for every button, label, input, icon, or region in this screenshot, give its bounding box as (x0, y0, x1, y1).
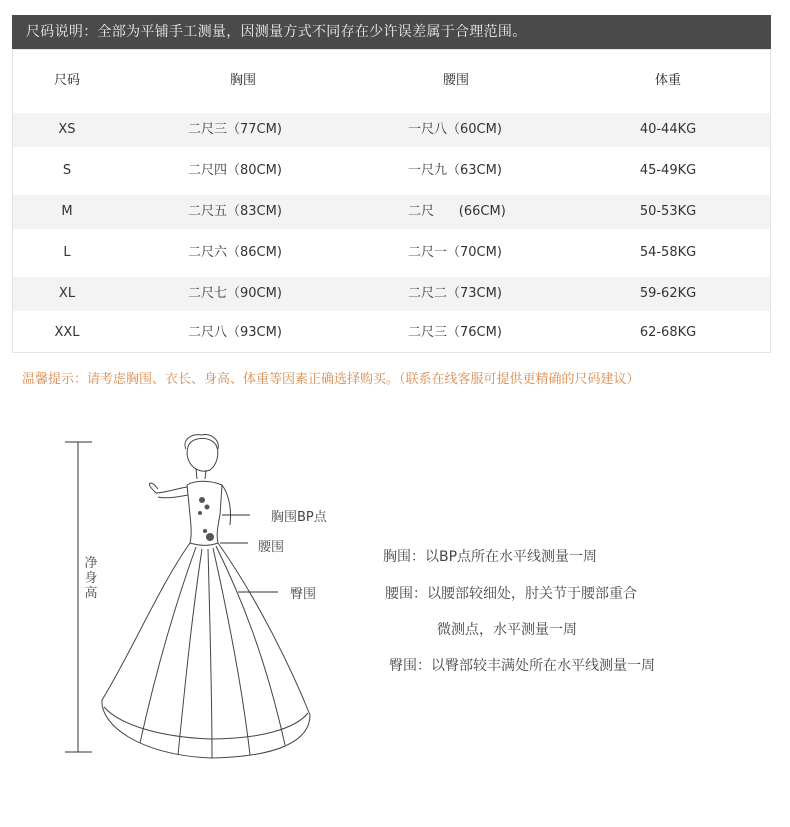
waist-cell: 一尺九（63CM) (408, 163, 502, 178)
size-cell: XXL (54, 325, 80, 340)
waist-cell: 二尺 (66CM) (408, 204, 506, 219)
warm-tip: 温馨提示：请考虑胸围、衣长、身高、体重等因素正确选择购买。（联系在线客服可提供更精确的尺码建议） (22, 372, 640, 387)
hip-label: 臀围 (290, 587, 317, 602)
waist-cell: 二尺三（76CM) (408, 325, 502, 340)
lace-ornament (198, 497, 214, 541)
size-cell: M (61, 204, 73, 219)
waist-label: 腰围 (258, 540, 285, 555)
bust-cell: 二尺四（80CM) (188, 163, 282, 178)
header-size: 尺码 (53, 73, 80, 88)
size-cell: XL (58, 286, 76, 301)
bust-cell: 二尺五（83CM) (188, 204, 282, 219)
bust-cell: 二尺六（86CM) (188, 245, 282, 260)
figure-arm (149, 483, 188, 498)
weight-cell: 40-44KG (639, 122, 697, 137)
waist-cell: 二尺二（73CM) (408, 286, 502, 301)
table-row (13, 195, 770, 229)
table-row (13, 277, 770, 311)
size-cell: L (63, 245, 71, 260)
height-label: 净身高 (84, 556, 98, 601)
bust-description: 胸围：以BP点所在水平线测量一周 (383, 549, 598, 565)
table-row (13, 316, 770, 350)
weight-cell: 50-53KG (639, 204, 697, 219)
waist-cell: 二尺一（70CM) (408, 245, 502, 260)
bust-cell: 二尺八（93CM) (188, 325, 282, 340)
size-cell: XS (58, 122, 76, 137)
bust-cell: 二尺七（90CM) (188, 286, 282, 301)
table-row (13, 113, 770, 147)
weight-cell: 54-58KG (639, 245, 697, 260)
weight-cell: 45-49KG (639, 163, 697, 178)
weight-cell: 59-62KG (639, 286, 697, 301)
header-waist: 腰围 (442, 73, 469, 88)
size-table (12, 49, 771, 353)
table-header-row (13, 64, 770, 98)
waist-description-line1: 腰围：以腰部较细处，肘关节于腰部重合 (385, 586, 637, 602)
figure-head (185, 435, 218, 479)
weight-cell: 62-68KG (639, 325, 697, 340)
hip-description: 臀围：以臀部较丰满处所在水平线测量一周 (389, 658, 655, 674)
header-weight: 体重 (654, 73, 681, 88)
size-note-banner: 尺码说明：全部为平铺手工测量，因测量方式不同存在少许误差属于合理范围。 (12, 15, 771, 49)
header-bust: 胸围 (229, 73, 256, 88)
waist-cell: 一尺八（60CM) (408, 122, 502, 137)
table-row (13, 236, 770, 270)
size-cell: S (62, 163, 72, 178)
figure-skirt (102, 543, 310, 758)
table-row (13, 154, 770, 188)
bust-point-label: 胸围BP点 (271, 510, 327, 525)
waist-description-line2: 微测点，水平测量一周 (437, 622, 577, 638)
bust-cell: 二尺三（77CM) (188, 122, 282, 137)
